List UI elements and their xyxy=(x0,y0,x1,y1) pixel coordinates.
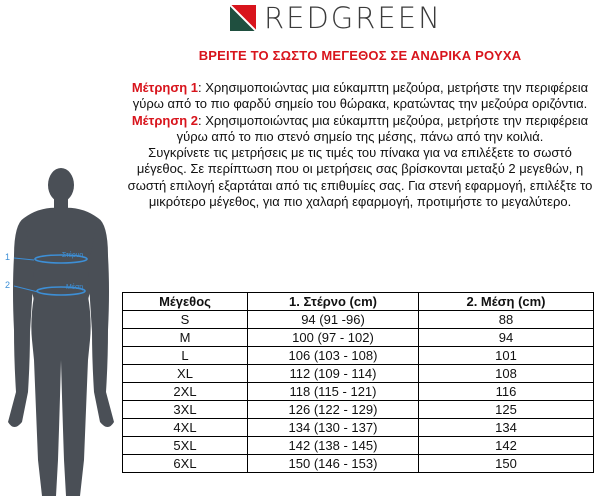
size-cell: L xyxy=(123,347,248,365)
body-measurement-figure xyxy=(0,160,120,496)
chest-cell: 126 (122 - 129) xyxy=(248,401,419,419)
waist-label: Μέση xyxy=(66,284,84,291)
size-cell: S xyxy=(123,311,248,329)
table-row xyxy=(123,347,594,365)
chest-label: Στέρνο xyxy=(62,252,84,259)
marker-1: 1 xyxy=(5,252,11,262)
size-cell: 6XL xyxy=(123,455,248,473)
waist-cell: 142 xyxy=(419,437,594,455)
size-cell: M xyxy=(123,329,248,347)
size-cell: 2XL xyxy=(123,383,248,401)
header-size: Μέγεθος xyxy=(123,293,248,311)
chest-cell: 106 (103 - 108) xyxy=(248,347,419,365)
waist-cell: 94 xyxy=(419,329,594,347)
measurement-2-text xyxy=(125,113,595,146)
table-row xyxy=(123,419,594,437)
chest-cell: 142 (138 - 145) xyxy=(248,437,419,455)
table-row xyxy=(123,455,594,473)
chest-cell: 94 (91 -96) xyxy=(248,311,419,329)
header-waist: 2. Μέση (cm) xyxy=(419,293,594,311)
chest-cell: 150 (146 - 153) xyxy=(248,455,419,473)
page-title: ΒΡΕΙΤΕ ΤΟ ΣΩΣΤΟ ΜΕΓΕΘΟΣ ΣΕ ΑΝΔΡΙΚΑ ΡΟΥΧΑ xyxy=(198,48,522,63)
waist-cell: 101 xyxy=(419,347,594,365)
compare-instructions: Συγκρίνετε τις μετρήσεις με τις τιμές του πίνακα για να επιλέξετε το σωστό μέγεθος. Σε περίπτωση που οι μετρήσεις σας βρίσκονται μεταξύ 2 μεγεθών, η σωστή επιλογή εξαρτάται από τις επιθυμίες σας. Για στενή εφαρμογή, επιλέξτε το μικρότερο μέγεθος, για πιο χαλαρή εφαρμογή, προτιμήστε το μεγαλύτερο. xyxy=(127,145,593,210)
waist-cell: 150 xyxy=(419,455,594,473)
waist-cell: 116 xyxy=(419,383,594,401)
chest-cell: 100 (97 - 102) xyxy=(248,329,419,347)
table-row xyxy=(123,383,594,401)
body-silhouette xyxy=(8,168,114,496)
chest-cell: 118 (115 - 121) xyxy=(248,383,419,401)
logo-text: REDGREEN xyxy=(264,1,442,35)
chest-cell: 134 (130 - 137) xyxy=(248,419,419,437)
header-chest: 1. Στέρνο (cm) xyxy=(248,293,419,311)
table-row xyxy=(123,437,594,455)
size-cell: 3XL xyxy=(123,401,248,419)
measurement-instructions xyxy=(125,80,595,210)
measurement-1-text xyxy=(125,80,595,113)
size-table-header-row xyxy=(123,293,594,311)
waist-cell: 88 xyxy=(419,311,594,329)
redgreen-logo xyxy=(230,3,442,33)
marker-2: 2 xyxy=(5,280,11,290)
table-row xyxy=(123,329,594,347)
table-row xyxy=(123,311,594,329)
chest-cell: 112 (109 - 114) xyxy=(248,365,419,383)
measurement-1-label: Μέτρηση 1 xyxy=(131,80,198,95)
measurement-2-label: Μέτρηση 2 xyxy=(131,112,198,128)
logo-mark-icon xyxy=(230,5,256,31)
size-table xyxy=(122,292,594,473)
waist-cell: 108 xyxy=(419,365,594,383)
measurement-1-body: : Χρησιμοποιώντας μια εύκαμπτη μεζούρα, μετρήστε την περιφέρεια γύρω από το πιο φαρδύ σημείο του θώρακα, κρατώντας την μεζούρα οριζόντια. xyxy=(132,80,589,112)
table-row xyxy=(123,401,594,419)
size-cell: 5XL xyxy=(123,437,248,455)
waist-cell: 125 xyxy=(419,401,594,419)
size-cell: XL xyxy=(123,365,248,383)
size-cell: 4XL xyxy=(123,419,248,437)
waist-cell: 134 xyxy=(419,419,594,437)
table-row xyxy=(123,365,594,383)
measurement-2-body: : Χρησιμοποιώντας μια εύκαμπτη μεζούρα, μετρήστε την περιφέρεια γύρω από το πιο στενό σημείο της μέσης, πάνω από την κοιλιά. xyxy=(176,112,589,144)
